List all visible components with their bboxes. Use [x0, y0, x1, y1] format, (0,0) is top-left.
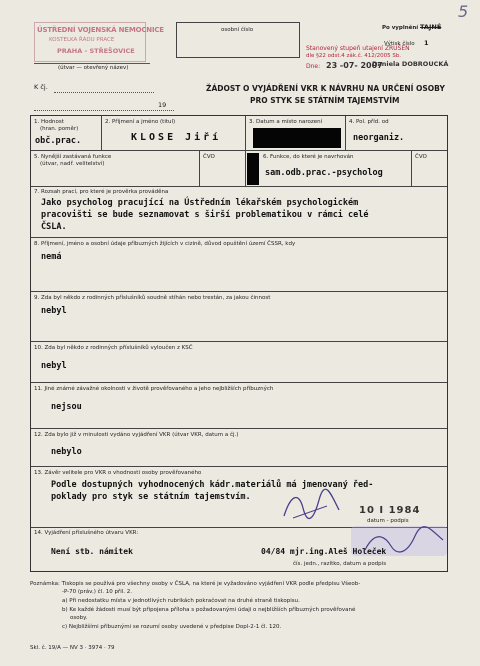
redacted-current-function	[247, 153, 259, 185]
field-5-label: 5. Nynější zastávaná funkce	[34, 154, 112, 160]
cvo-label-a: ČVO	[203, 154, 215, 160]
declassification-stamp	[302, 45, 452, 85]
field-13-label: 13. Závěr velitele pro VKR o vhodnosti osoby prověřovaného	[34, 470, 202, 476]
field-10-label: 10. Zda byl někdo z rodinných příslušníků vyloučen z KSČ	[34, 345, 193, 351]
personal-number-box	[176, 22, 300, 58]
field-14-label: 14. Vyjádření příslušného útvaru VKR:	[34, 530, 139, 536]
row-divider	[31, 466, 447, 467]
copy-value: 1	[424, 39, 429, 47]
cvo-label-b: ČVO	[415, 154, 427, 160]
declass-name: Daniela DOBROUCKÁ	[372, 60, 449, 68]
redacted-birth-data	[253, 128, 341, 148]
form-grid	[30, 115, 448, 572]
footnote-c: c) Nejbližšími příbuznými se rozumí osoby uvedené v předpise Dopl-2-1 čl. 120.	[62, 624, 282, 630]
field-2-label: 2. Příjmení a jméno (titul)	[105, 119, 176, 125]
classification-label: Po vyplnění	[382, 25, 419, 31]
form-code: Skl. č. 19/A — NV 3 · 3974 · 79	[30, 645, 115, 651]
col-divider	[245, 150, 246, 186]
declass-line2: dle §22 odst.4 zák.č. 412/2005 Sb.	[306, 53, 402, 59]
field-14-value: Není stb. námitek	[51, 547, 133, 556]
footnote-head: Poznámka: Tiskopis se používá pro všechny osoby v ČSLA, na které je vyžadováno vyjádření VKR podle předpisu Všeob-	[30, 581, 361, 587]
date-line-year: 19	[158, 101, 167, 109]
field-12-label: 12. Zda bylo již v minulosti vydáno vyjádření VKR (útvar VKR, datum a čj.)	[34, 432, 239, 438]
row-divider	[31, 382, 447, 383]
field-1-sublabel: (hran. poměr)	[40, 126, 79, 132]
field-7-line1: Jako psycholog pracující na Ústředním lékařském psychologickém	[41, 198, 359, 208]
field-11-label: 11. Jiné známé závažné okolnosti v životě prověřovaného a jeho nejbližších příbuzných	[34, 386, 274, 392]
col-divider	[411, 150, 412, 186]
field-13-line1: Podle dostupných vyhodnocených kádr.materiálů má jmenovaný řed-	[51, 480, 374, 490]
org-stamp-line3: PRAHA - STŘEŠOVICE	[57, 47, 135, 55]
field-7-label: 7. Rozsah prací, pro které je prověrka prováděna	[34, 189, 169, 195]
commander-signature	[279, 488, 349, 524]
vkr-signature	[361, 526, 447, 558]
col-divider	[199, 150, 200, 186]
field-6-label: 6. Funkce, do které je navrhován	[263, 154, 354, 160]
org-stamp-line2: KOSTELKA ŘÁDU PRACE	[49, 37, 115, 43]
field-14-ref: 04/84 mjr.ing.Aleš Holeček	[261, 547, 387, 556]
footnote-b1: b) Ke každé žádosti musí být připojena příloha s požadovanými údaji o nejbližších příbuzných prověřované	[62, 607, 356, 613]
ref-prefix: K čj.	[34, 83, 48, 91]
col-divider	[245, 116, 246, 150]
field-8-label: 8. Příjmení, jméno a osobní údaje příbuzných žijících v cizině, důvod opuštění území ČSSR, kdy	[34, 241, 296, 247]
declass-line1: Stanovený stupeň utajení ZRUŠEN	[306, 45, 410, 52]
corner-mark: 5	[458, 2, 469, 21]
field-11-value: nejsou	[51, 402, 82, 412]
field-5-sublabel: (útvar, nadř. velitelství)	[40, 161, 105, 167]
field-3-label: 3. Datum a místo narození	[249, 119, 323, 125]
footnote-b2: osoby.	[70, 615, 88, 621]
approval-date-stamp: 10 I 1984	[359, 505, 421, 516]
document-title-line1: ŽÁDOST O VYJÁDŘENÍ VKR K NÁVRHU NA URČENÍ OSOBY	[206, 84, 445, 93]
copy-label: Výtisk číslo	[384, 41, 415, 47]
field-7-line2: pracovišti se bude seznamovat s širší problematikou v rámci celé	[41, 210, 369, 220]
row-divider	[31, 150, 447, 151]
field-4-value: neorganiz.	[353, 133, 405, 143]
classification-value: TAJNÉ	[420, 23, 442, 31]
field-2-name: KLOSE Jiří	[131, 132, 222, 143]
organization-stamp	[34, 22, 164, 62]
field-10-value: nebyl	[41, 361, 67, 371]
row-divider	[31, 428, 447, 429]
field-4-label: 4. Pol. příd. od	[349, 119, 389, 125]
personal-number-label: osobní číslo	[221, 27, 254, 33]
field-9-label: 9. Zda byl někdo z rodinných příslušníků soudně stíhán nebo trestán, za jakou činnost	[34, 295, 271, 301]
footnote-head2: -P-70 (práv.) čl. 10 přil. 2.	[62, 589, 132, 595]
col-divider	[345, 116, 346, 150]
field-6-value: sam.odb.prac.-psycholog	[265, 168, 383, 178]
row-divider	[31, 291, 447, 292]
row-divider	[31, 237, 447, 238]
org-stamp-line1: ÚSTŘEDNÍ VOJENSKÁ NEMOCNICE	[37, 26, 164, 34]
col-divider	[101, 116, 102, 150]
field-1-label: 1. Hodnost	[34, 119, 64, 125]
field-13-line2: poklady pro styk se státním tajemstvím.	[51, 492, 251, 502]
declass-line3: Dne:	[306, 63, 321, 70]
field-9-value: nebyl	[41, 306, 67, 316]
org-caption-line	[34, 63, 150, 64]
date-line	[34, 110, 174, 111]
field-7-line3: ČSLA.	[41, 222, 67, 232]
row-divider	[31, 186, 447, 187]
row-divider	[31, 341, 447, 342]
document-title-line2: PRO STYK SE STÁTNÍM TAJEMSTVÍM	[250, 96, 400, 105]
footnote-a: a) Při nedostatku místa v jednotlivých rubrikách pokračovat na druhé straně tiskopisu.	[62, 598, 300, 604]
date-signature-caption: datum - podpis	[367, 518, 409, 524]
field-1-rank: obč.prac.	[35, 136, 82, 146]
field-14-caption: čís. jedn., razítko, datum a podpis	[293, 561, 387, 567]
org-caption: (útvar — otevřený název)	[58, 65, 129, 71]
field-8-value: nemá	[41, 252, 62, 262]
declass-date: 23 -07- 2007	[326, 61, 383, 70]
field-12-value: nebylo	[51, 447, 82, 457]
ref-line	[54, 92, 154, 93]
